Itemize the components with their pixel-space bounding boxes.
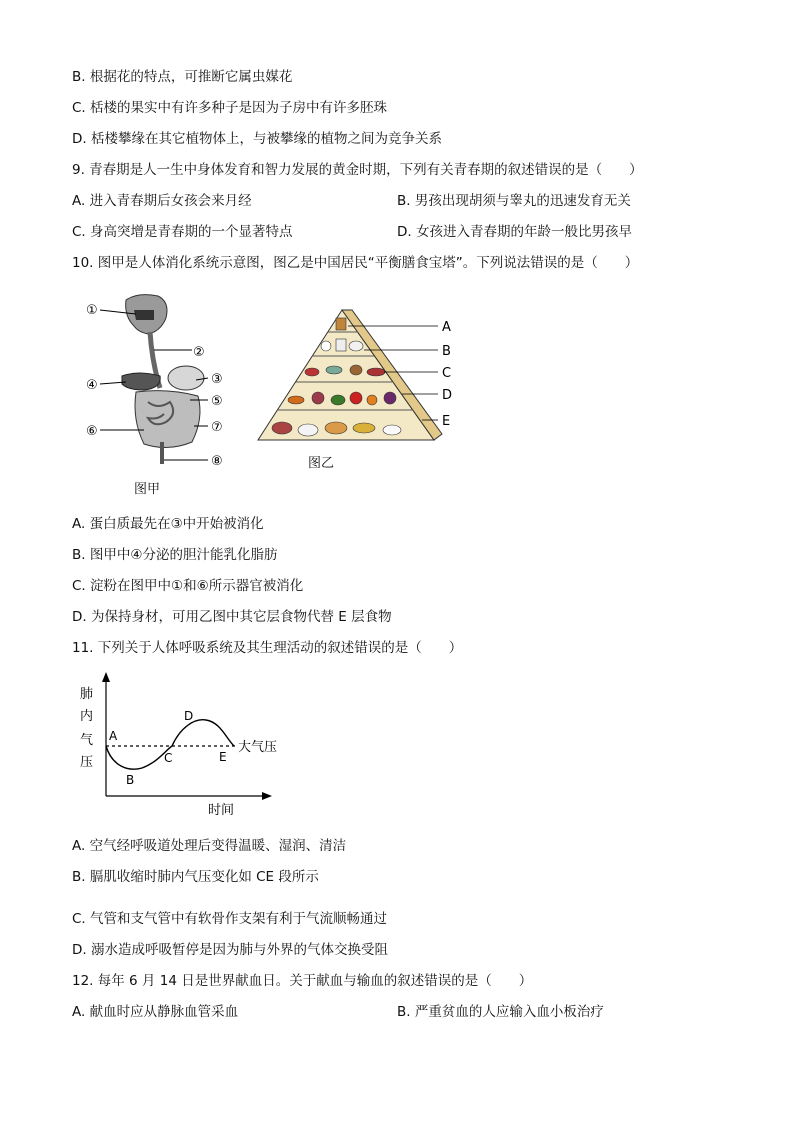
figure-jia-caption: 图甲 (134, 482, 161, 497)
layer-label-b: B (442, 344, 451, 359)
layer-label-c: C (442, 366, 452, 381)
digestive-system-figure (78, 292, 248, 492)
chicken-food (350, 365, 362, 375)
q10-option-c: C. 淀粉在图甲中①和⑥所示器官被消化 (72, 578, 304, 594)
vegetable-food (331, 395, 345, 405)
q9-option-b: B. 男孩出现胡须与睾丸的迅速发育无关 (397, 193, 631, 209)
y-label-char-1: 肺 (80, 687, 94, 702)
onion-food (312, 392, 324, 404)
x-axis-label: 时间 (208, 803, 235, 818)
bun-food (298, 424, 318, 436)
point-c: C (164, 751, 173, 765)
point-d: D (184, 709, 194, 723)
figure-yi-caption: 图乙 (308, 456, 335, 471)
point-a: A (109, 729, 118, 743)
dairy-food (349, 341, 363, 351)
lung-pressure-graph (76, 668, 286, 818)
q10-option-d: D. 为保持身材，可用乙图中其它层食物代替 E 层食物 (72, 609, 392, 625)
q11-stem: 11. 下列关于人体呼吸系统及其生理活动的叙述错误的是（ ） (72, 640, 463, 656)
corn-food (353, 423, 375, 433)
q8-option-c: C. 栝楼的果实中有许多种子是因为子房中有许多胚珠 (72, 100, 388, 116)
marker-8: ⑧ (211, 454, 223, 469)
point-b: B (126, 773, 135, 787)
x-axis-arrow (262, 792, 272, 800)
marker-1: ① (86, 303, 98, 318)
stomach (168, 366, 204, 390)
marker-3: ③ (211, 372, 223, 387)
layer-label-a: A (442, 320, 451, 335)
marker-6: ⑥ (86, 424, 98, 439)
oil-bottle (336, 318, 346, 330)
q11-option-c: C. 气管和支气管中有软骨作支架有利于气流顺畅通过 (72, 911, 388, 927)
q12-option-a: A. 献血时应从静脉血管采血 (72, 1004, 239, 1020)
large-intestine (135, 391, 200, 448)
y-label-char-4: 压 (80, 755, 94, 770)
marker-2: ② (193, 345, 205, 360)
tomato-food (350, 392, 362, 404)
carrot-food (288, 396, 304, 404)
marker-5: ⑤ (211, 394, 223, 409)
layer-label-e: E (442, 414, 451, 429)
grape-food (384, 392, 396, 404)
q10-option-a: A. 蛋白质最先在③中开始被消化 (72, 516, 264, 532)
q10-stem: 10. 图甲是人体消化系统示意图，图乙是中国居民“平衡膳食宝塔”。下列说法错误的是（ ） (72, 255, 639, 271)
q9-option-c: C. 身高突增是青春期的一个显著特点 (72, 224, 293, 240)
sweet-potato-food (272, 422, 292, 434)
q10-option-b: B. 图甲中④分泌的胆汁能乳化脂肪 (72, 547, 278, 563)
q9-stem: 9. 青春期是人一生中身体发育和智力发展的黄金时期，下列有关青春期的叙述错误的是（ ） (72, 162, 643, 178)
q9-option-d: D. 女孩进入青春期的年龄一般比男孩早 (397, 224, 632, 240)
layer-label-d: D (442, 388, 453, 403)
q8-option-d: D. 栝楼攀缘在其它植物体上，与被攀缘的植物之间为竞争关系 (72, 131, 442, 147)
liver (122, 373, 160, 390)
oral-cavity-dark (134, 310, 154, 320)
baseline-label: 大气压 (238, 740, 278, 755)
q9-option-a: A. 进入青春期后女孩会来月经 (72, 193, 252, 209)
q11-option-b: B. 膈肌收缩时肺内气压变化如 CE 段所示 (72, 869, 319, 885)
y-label-char-2: 内 (80, 709, 94, 724)
q11-option-d: D. 溺水造成呼吸暂停是因为肺与外界的气体交换受阻 (72, 942, 388, 958)
marker-7: ⑦ (211, 420, 223, 435)
q12-option-b: B. 严重贫血的人应输入血小板治疗 (397, 1004, 604, 1020)
rice-bowl-food (383, 425, 401, 435)
meat-food (305, 368, 319, 376)
q11-option-a: A. 空气经呼吸道处理后变得温暖、湿润、清洁 (72, 838, 347, 854)
y-label-char-3: 气 (80, 733, 94, 748)
y-axis-arrow (102, 672, 110, 682)
orange-food (367, 395, 377, 405)
milk-carton (336, 339, 346, 351)
food-pyramid-figure (256, 306, 466, 452)
q8-option-b: B. 根据花的特点，可推断它属虫媒花 (72, 69, 293, 85)
fish-food (326, 366, 342, 374)
q12-stem: 12. 每年 6 月 14 日是世界献血日。关于献血与输血的叙述错误的是（ ） (72, 973, 533, 989)
marker-4: ④ (86, 378, 98, 393)
point-e: E (219, 750, 227, 764)
bread-food (325, 422, 347, 434)
sausage-food (367, 368, 385, 376)
egg-food (321, 341, 331, 351)
